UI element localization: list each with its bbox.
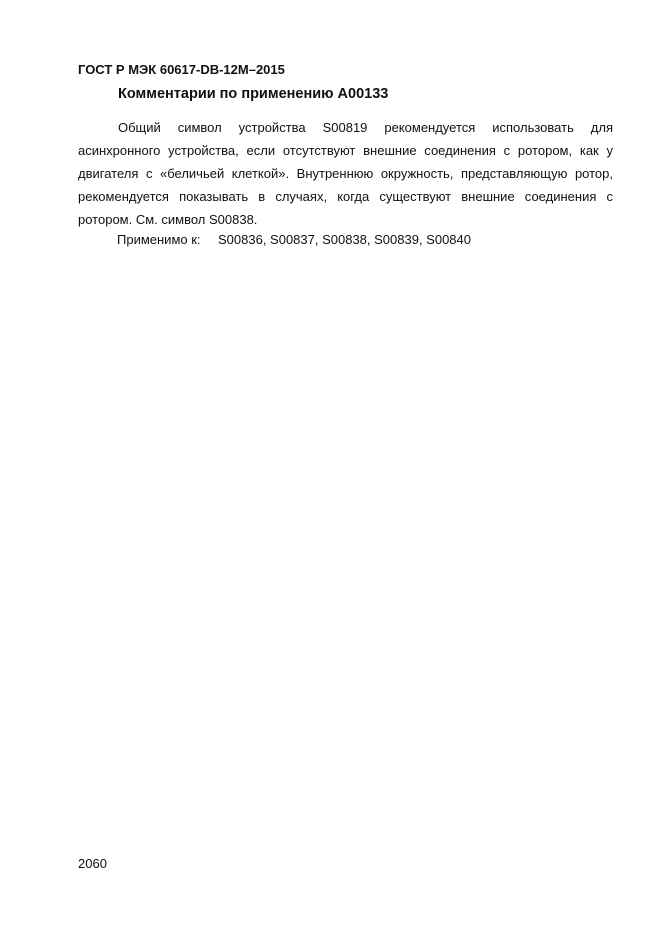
document-header: ГОСТ Р МЭК 60617-DB-12M–2015 — [78, 62, 285, 77]
comment-paragraph: Общий символ устройства S00819 рекомендуется использовать для асинхронного устройства, если отсутствуют внешние соединения с ротором, как у двигателя с «беличьей клеткой». Внутреннюю окружность, представляющую ротор, рекомендуется показывать в случаях, когда существуют внешние соединения с ротором. См. символ S00838. — [78, 120, 613, 227]
section-title: Комментарии по применению A00133 — [118, 86, 389, 102]
body-text — [78, 116, 613, 231]
applies-to-value: S00836, S00837, S00838, S00839, S00840 — [218, 232, 471, 247]
applies-to-label: Применимо к: — [117, 232, 201, 247]
applies-to-row — [117, 232, 471, 247]
page-number: 2060 — [78, 856, 107, 871]
